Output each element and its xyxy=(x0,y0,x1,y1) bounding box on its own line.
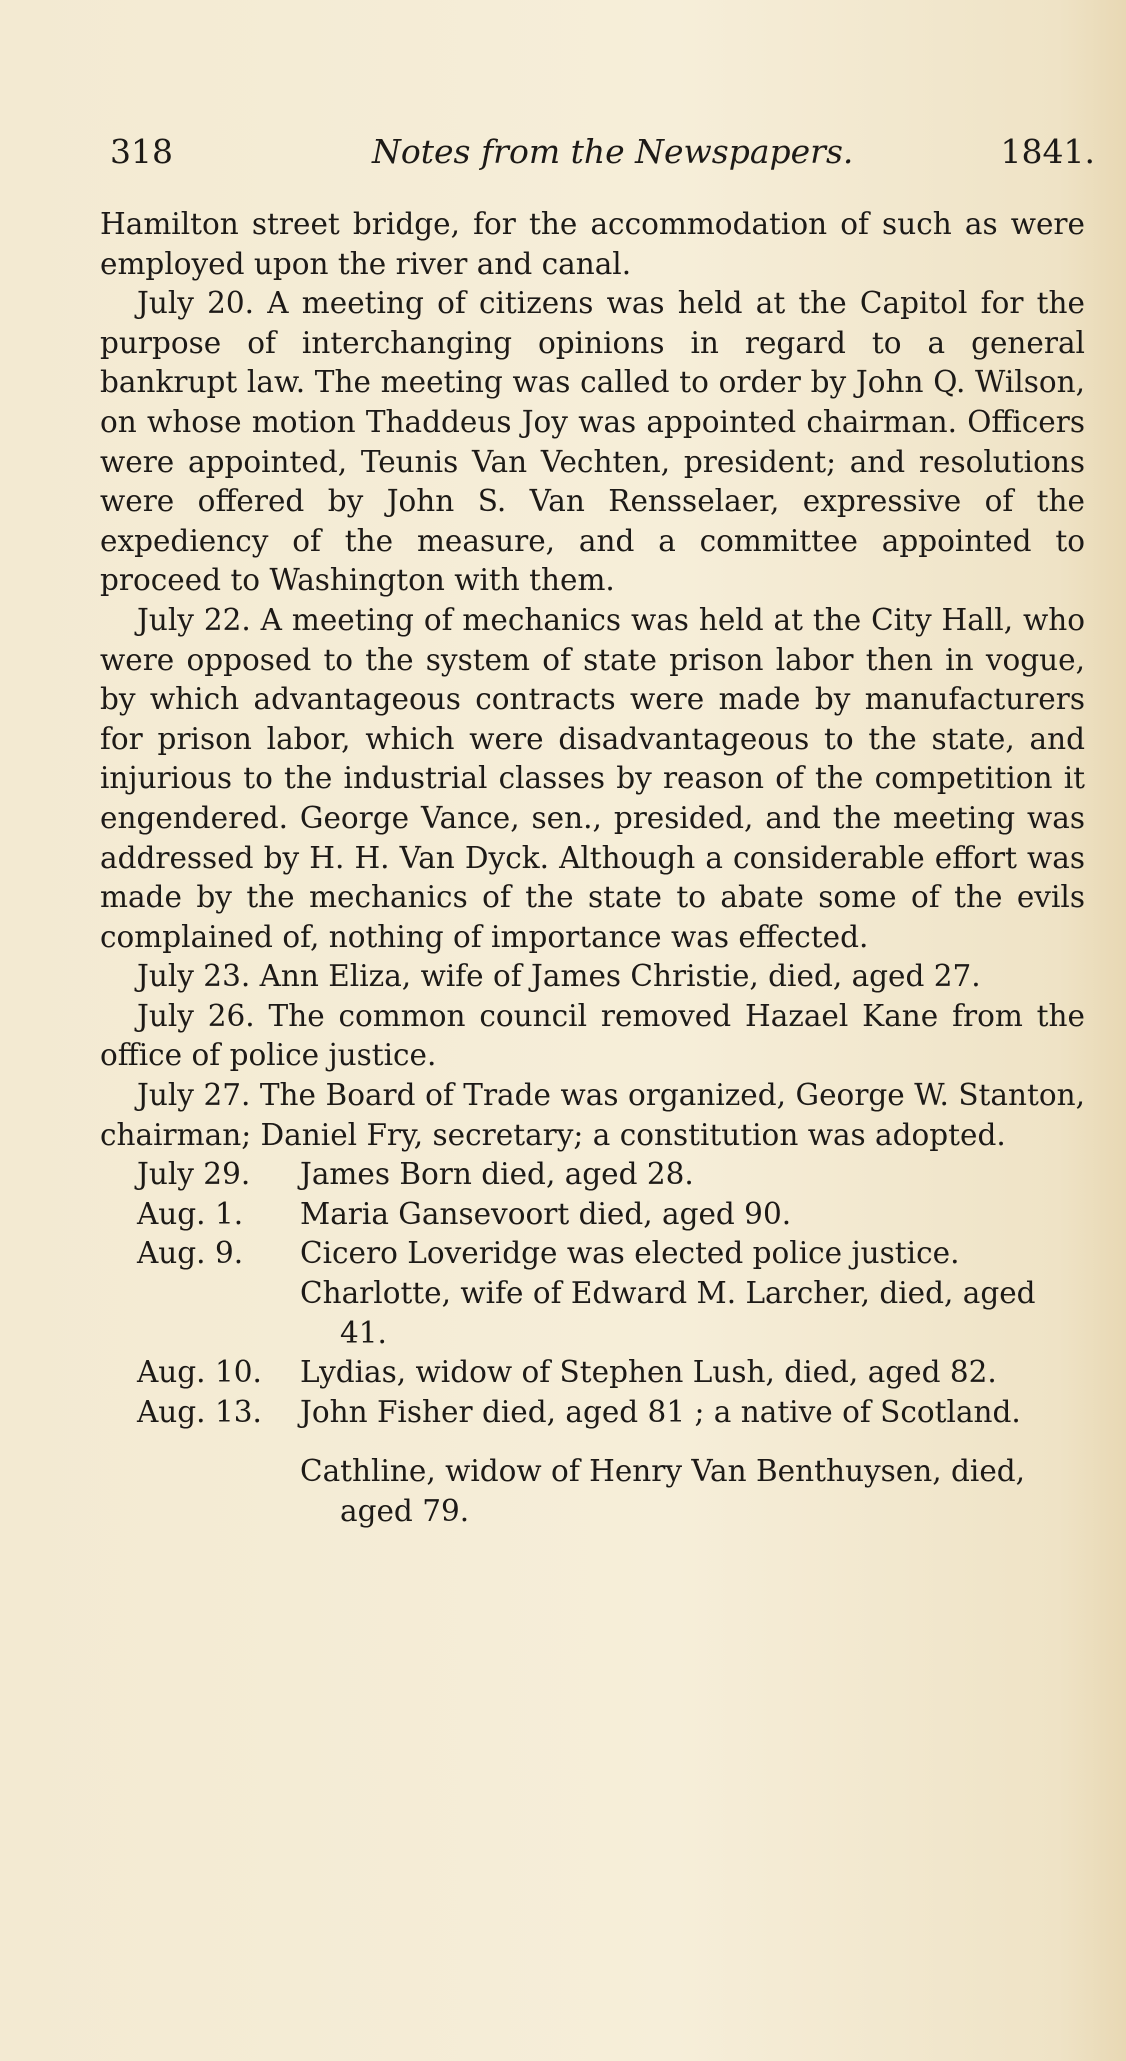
entry-text: Lydias, widow of Stephen Lush, died, aged 82. xyxy=(300,1355,997,1390)
entry-text: Maria Gansevoort died, aged 90. xyxy=(300,1196,792,1231)
entry-date: Aug. 10. xyxy=(137,1355,262,1390)
entry-date: Aug. 13. xyxy=(137,1394,262,1429)
entry-date: July 29. xyxy=(137,1157,251,1192)
entry-text: Cicero Loveridge was elected police justice. xyxy=(300,1236,960,1271)
entry-text: John Fisher died, aged 81 ; a native of Scotland. xyxy=(300,1394,1021,1429)
entry-july-29 xyxy=(100,1155,1085,1195)
entry-date: Aug. 9. xyxy=(137,1236,244,1271)
entry-text: James Born died, aged 28. xyxy=(300,1157,694,1192)
paragraph-july-26: July 26. The common council removed Hazael Kane from the office of police justice. xyxy=(100,998,1085,1073)
page-number: 318 xyxy=(110,132,173,171)
paragraph-july-27: July 27. The Board of Trade was organized, George W. Stanton, chairman; Daniel Fry, secretary; a constitution was adopted. xyxy=(100,1078,1085,1152)
paragraph-july-23: July 23. Ann Eliza, wife of James Christie, died, aged 27. xyxy=(137,959,981,994)
entry-aug-9-continued: Charlotte, wife of Edward M. Larcher, died, aged 41. xyxy=(300,1276,1036,1350)
page-body xyxy=(100,205,1085,1532)
entry-aug-9 xyxy=(100,1234,1085,1274)
entry-date: Aug. 1. xyxy=(137,1196,244,1231)
paragraph-july-22: July 22. A meeting of mechanics was held at the City Hall, who were opposed to the system of state prison labor then in vogue, by which advantageous contracts were made by manufacturers for prison labor, which were disadvantageous to the state, and injurious to the industrial classes by reason of the competition it engendered. George Vance, sen., presided, and the meeting was addressed by H. H. Van Dyck. Although a considerable effort was made by the mechanics of the state to abate some of the evils complained of, nothing of importance was effected. xyxy=(100,602,1085,954)
entry-aug-10 xyxy=(100,1353,1085,1393)
entry-aug-13 xyxy=(100,1393,1085,1433)
header-year: 1841. xyxy=(1000,132,1095,171)
running-title: Notes from the Newspapers. xyxy=(372,132,854,171)
paragraph-continuation: Hamilton street bridge, for the accommodation of such as were employed upon the river and canal. xyxy=(100,207,1085,281)
entry-aug-13-continued: Cathline, widow of Henry Van Benthuysen, died, aged 79. xyxy=(300,1454,1026,1528)
entry-aug-1 xyxy=(100,1195,1085,1235)
page-header xyxy=(110,132,1095,182)
paragraph-july-20: July 20. A meeting of citizens was held at the Capitol for the purpose of interchanging opinions in regard to a general bankrupt law. The meeting was called to order by John Q. Wilson, on whose motion Thaddeus Joy was appointed chairman. Officers were appointed, Teunis Van Vechten, president; and resolutions were offered by John S. Van Rensselaer, expressive of the expediency of the measure, and a committee appointed to proceed to Washington with them. xyxy=(100,286,1085,598)
